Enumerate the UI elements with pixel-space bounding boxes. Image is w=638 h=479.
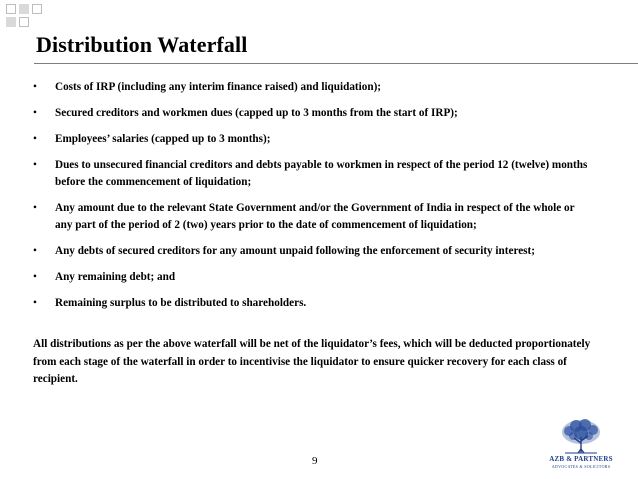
list-item [33, 269, 593, 286]
list-item [33, 105, 593, 122]
list-item-text: Any amount due to the relevant State Government and/or the Government of India in respect of the whole or any part of the period of 2 (two) years prior to the date of commencement of liquidation; [55, 202, 575, 231]
list-item-text: Remaining surplus to be distributed to shareholders. [55, 297, 307, 309]
list-item-text: Employees’ salaries (capped up to 3 months); [55, 133, 271, 145]
list-item-text: Any debts of secured creditors for any amount unpaid following the enforcement of security interest; [55, 245, 535, 257]
bullet-marker: • [33, 133, 37, 145]
bullet-marker: • [33, 297, 37, 309]
title-divider [34, 63, 638, 64]
waterfall-note: All distributions as per the above waterfall will be net of the liquidator’s fees, which will be deducted proportionately from each stage of the waterfall in order to incentivise the liquidator to ensure quicker recovery for each class of recipient. [33, 338, 591, 385]
list-item [33, 131, 593, 148]
list-item-text: Costs of IRP (including any interim finance raised) and liquidation); [55, 81, 382, 93]
grid-square [32, 4, 42, 14]
slide-title: Distribution Waterfall [36, 32, 248, 57]
waterfall-list [33, 79, 593, 321]
list-item [33, 79, 593, 96]
firm-tagline: ADVOCATES & SOLICITORS [551, 464, 611, 469]
list-item [33, 157, 593, 191]
page-number: 9 [312, 455, 318, 467]
grid-square [6, 17, 16, 27]
list-item-text: Any remaining debt; and [55, 271, 176, 283]
tree-logo-icon [559, 417, 603, 455]
bullet-marker: • [33, 271, 37, 283]
bullet-marker: • [33, 202, 37, 214]
list-item [33, 295, 593, 312]
grid-square [19, 4, 29, 14]
grid-square [6, 4, 16, 14]
list-item [33, 243, 593, 260]
bullet-marker: • [33, 81, 37, 93]
bullet-marker: • [33, 245, 37, 257]
firm-logo [549, 417, 613, 477]
grid-square [19, 17, 29, 27]
bullet-marker: • [33, 107, 37, 119]
list-item-text: Secured creditors and workmen dues (capped up to 3 months from the start of IRP); [55, 107, 458, 119]
bullet-marker: • [33, 159, 37, 171]
list-item [33, 200, 593, 234]
firm-name: AZB & PARTNERS [549, 455, 613, 463]
list-item-text: Dues to unsecured financial creditors and debts payable to workmen in respect of the period 12 (twelve) months before the commencement of liquidation; [55, 159, 588, 188]
